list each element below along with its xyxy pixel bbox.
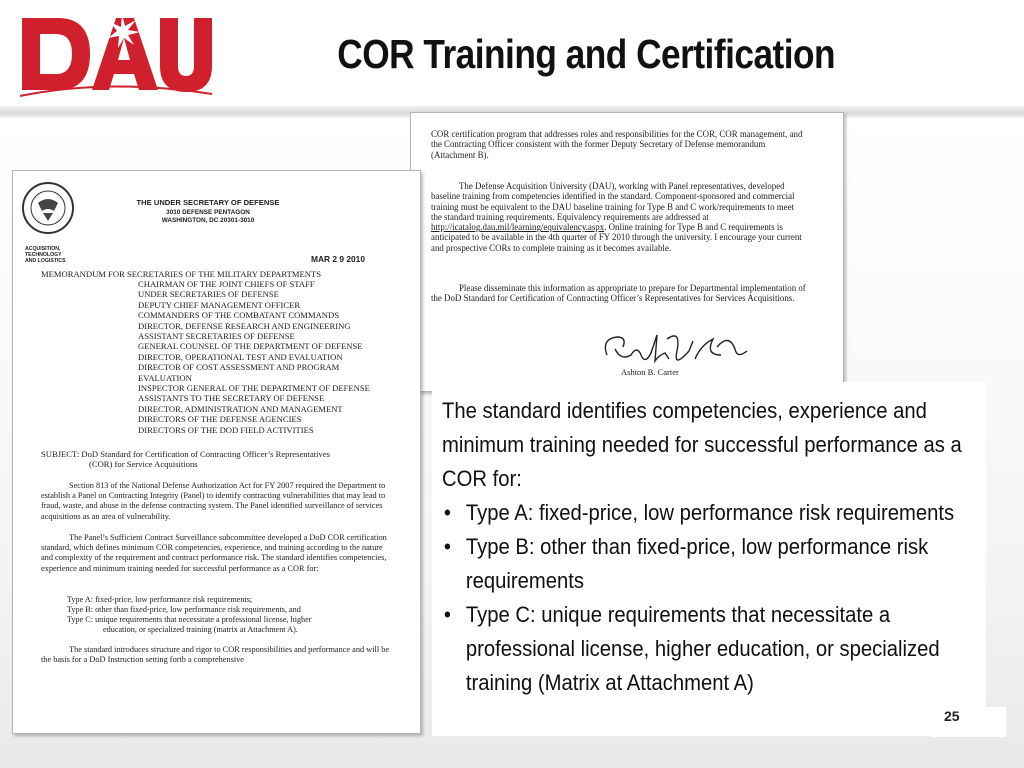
memo1-type-c-1: Type C: unique requirements that necessitate a professional license, higher — [67, 615, 312, 624]
bullet-icon: • — [443, 500, 451, 525]
memo2-paragraph-1: COR certification program that addresses roles and responsibilities for the COR, COR management, and the Contracting Officer consistent with the former Deputy Secretary of Defense memorandum (Attachment B). — [431, 129, 803, 160]
letterhead-address-1: 3010 DEFENSE PENTAGON — [166, 209, 250, 216]
page-number: 25 — [944, 708, 960, 724]
seal-label-1: ACQUISITION, — [25, 246, 61, 252]
recipient-line: DIRECTOR OF COST ASSESSMENT AND PROGRAM — [138, 362, 340, 373]
dod-seal-icon — [21, 181, 75, 240]
memo1-paragraph-3: The standard introduces structure and rigor to COR responsibilities and performance and will be the basis for a DoD Instruction setting forth a comprehensive — [41, 645, 390, 665]
letterhead-address-2: WASHINGTON, DC 20301-3010 — [161, 217, 255, 224]
memo1-type-a: Type A: fixed-price, low performance risk requirements; — [67, 595, 253, 604]
memo1-paragraph-1: Section 813 of the National Defense Authorization Act for FY 2007 required the Department to establish a Panel on Contracting Integrity (Panel) to identify contracting vulnerabilities that may lead to fraud, waste, and abuse in the defense contracting system. The Panel identified surveillance of services acquisitions as an area of vulnerability. — [41, 481, 386, 521]
seal-label-3: AND LOGISTICS — [25, 258, 66, 264]
recipient-line: DIRECTORS OF THE DOD FIELD ACTIVITIES — [138, 424, 314, 435]
recipient-line: DEPUTY CHIEF MANAGEMENT OFFICER — [138, 299, 301, 310]
recipient-line: DIRECTOR, ADMINISTRATION AND MANAGEMENT — [138, 403, 343, 414]
type-c-text: Type C: unique requirements that necessitate a professional license, higher education, or specialized training (Matrix at Attachment A) — [465, 602, 940, 695]
recipient-line: DIRECTOR, OPERATIONAL TEST AND EVALUATION — [138, 351, 343, 362]
list-item-type-b — [442, 530, 981, 598]
recipient-line: EVALUATION — [138, 372, 192, 383]
memo-for: MEMORANDUM FOR SECRETARIES OF THE MILITARY DEPARTMENTS — [41, 269, 321, 279]
memo2-paragraph-2a: The Defense Acquisition University (DAU), working with Panel representatives, developed baseline training from competencies identified in the standard. Component-sponsored and commercial training must be equivalent to the DAU baseline training for Type B and C work/requirements to meet the standard training requirements. Equivalency requirements are addressed at — [431, 181, 795, 222]
seal-label-2: TECHNOLOGY — [25, 252, 62, 258]
recipient-line: UNDER SECRETARIES OF DEFENSE — [138, 289, 279, 300]
bullet-icon: • — [443, 602, 451, 627]
recipient-line: CHAIRMAN OF THE JOINT CHIEFS OF STAFF — [138, 279, 315, 289]
list-item-type-c — [442, 598, 981, 700]
dau-logo — [18, 8, 214, 100]
equivalency-link[interactable]: http://icatalog.dau.mil/learning/equivalency.aspx — [431, 222, 605, 233]
letterhead: THE UNDER SECRETARY OF DEFENSE — [136, 198, 280, 207]
recipient-line: DIRECTORS OF THE DEFENSE AGENCIES — [138, 414, 302, 425]
memo2-paragraph-2b: . Online training for Type B and C requirements is anticipated to be available in the 4th quarter of FY 2010 through the university. I encourage your current and prospective CORs to complete training as it becomes available. — [431, 222, 802, 253]
recipient-line: ASSISTANT SECRETARIES OF DEFENSE — [138, 331, 295, 341]
recipient-line: ASSISTANTS TO THE SECRETARY OF DEFENSE — [138, 393, 325, 404]
signatory-name: Ashton B. Carter — [621, 367, 679, 377]
recipient-line: INSPECTOR GENERAL OF THE DEPARTMENT OF DEFENSE — [138, 383, 370, 393]
type-a-text: Type A: fixed-price, low performance risk requirements — [465, 500, 955, 525]
list-item-type-a — [442, 496, 981, 530]
memo1-paragraph-2: The Panel’s Sufficient Contract Surveillance subcommittee developed a DoD COR certification standard, which defines minimum COR competencies, experience, and training according to the nature and complexity of the requirement and contract performance risk. The standard identifies competencies, experience and minimum training needed for successful performance as a COR for: — [41, 533, 387, 573]
info-intro: The standard identifies competencies, experience and minimum training needed for successful performance as a COR for: — [442, 398, 962, 491]
page-number-background — [930, 707, 1006, 737]
memo-page-2 — [410, 112, 844, 392]
type-list — [442, 496, 964, 700]
memo-page-1 — [12, 170, 421, 734]
bullet-icon: • — [443, 534, 451, 559]
memo1-type-b: Type B: other than fixed-price, low performance risk requirements, and — [67, 605, 301, 614]
recipient-line: COMMANDERS OF THE COMBATANT COMMANDS — [138, 310, 339, 321]
recipient-line: DIRECTOR, DEFENSE RESEARCH AND ENGINEERING — [138, 320, 351, 331]
memo-date: MAR 2 9 2010 — [311, 254, 365, 264]
memo1-type-c-2: education, or specialized training (matrix at Attachment A). — [103, 625, 298, 634]
page-title: COR Training and Certification — [337, 31, 836, 77]
info-box — [432, 382, 986, 736]
subject-line-1: SUBJECT: DoD Standard for Certification of Contracting Officer’s Representatives — [41, 449, 330, 459]
type-b-text: Type B: other than fixed-price, low performance risk requirements — [465, 534, 929, 593]
memo2-paragraph-3: Please disseminate this information as appropriate to prepare for Departmental implementation of the DoD Standard for Certification of Contracting Officer’s Representatives for Services Acquisitions. — [431, 283, 806, 304]
memo2-paragraph-2 — [431, 181, 807, 253]
recipient-line: GENERAL COUNSEL OF THE DEPARTMENT OF DEFENSE — [138, 341, 363, 352]
subject-line-2: (COR) for Service Acquisitions — [89, 459, 198, 469]
